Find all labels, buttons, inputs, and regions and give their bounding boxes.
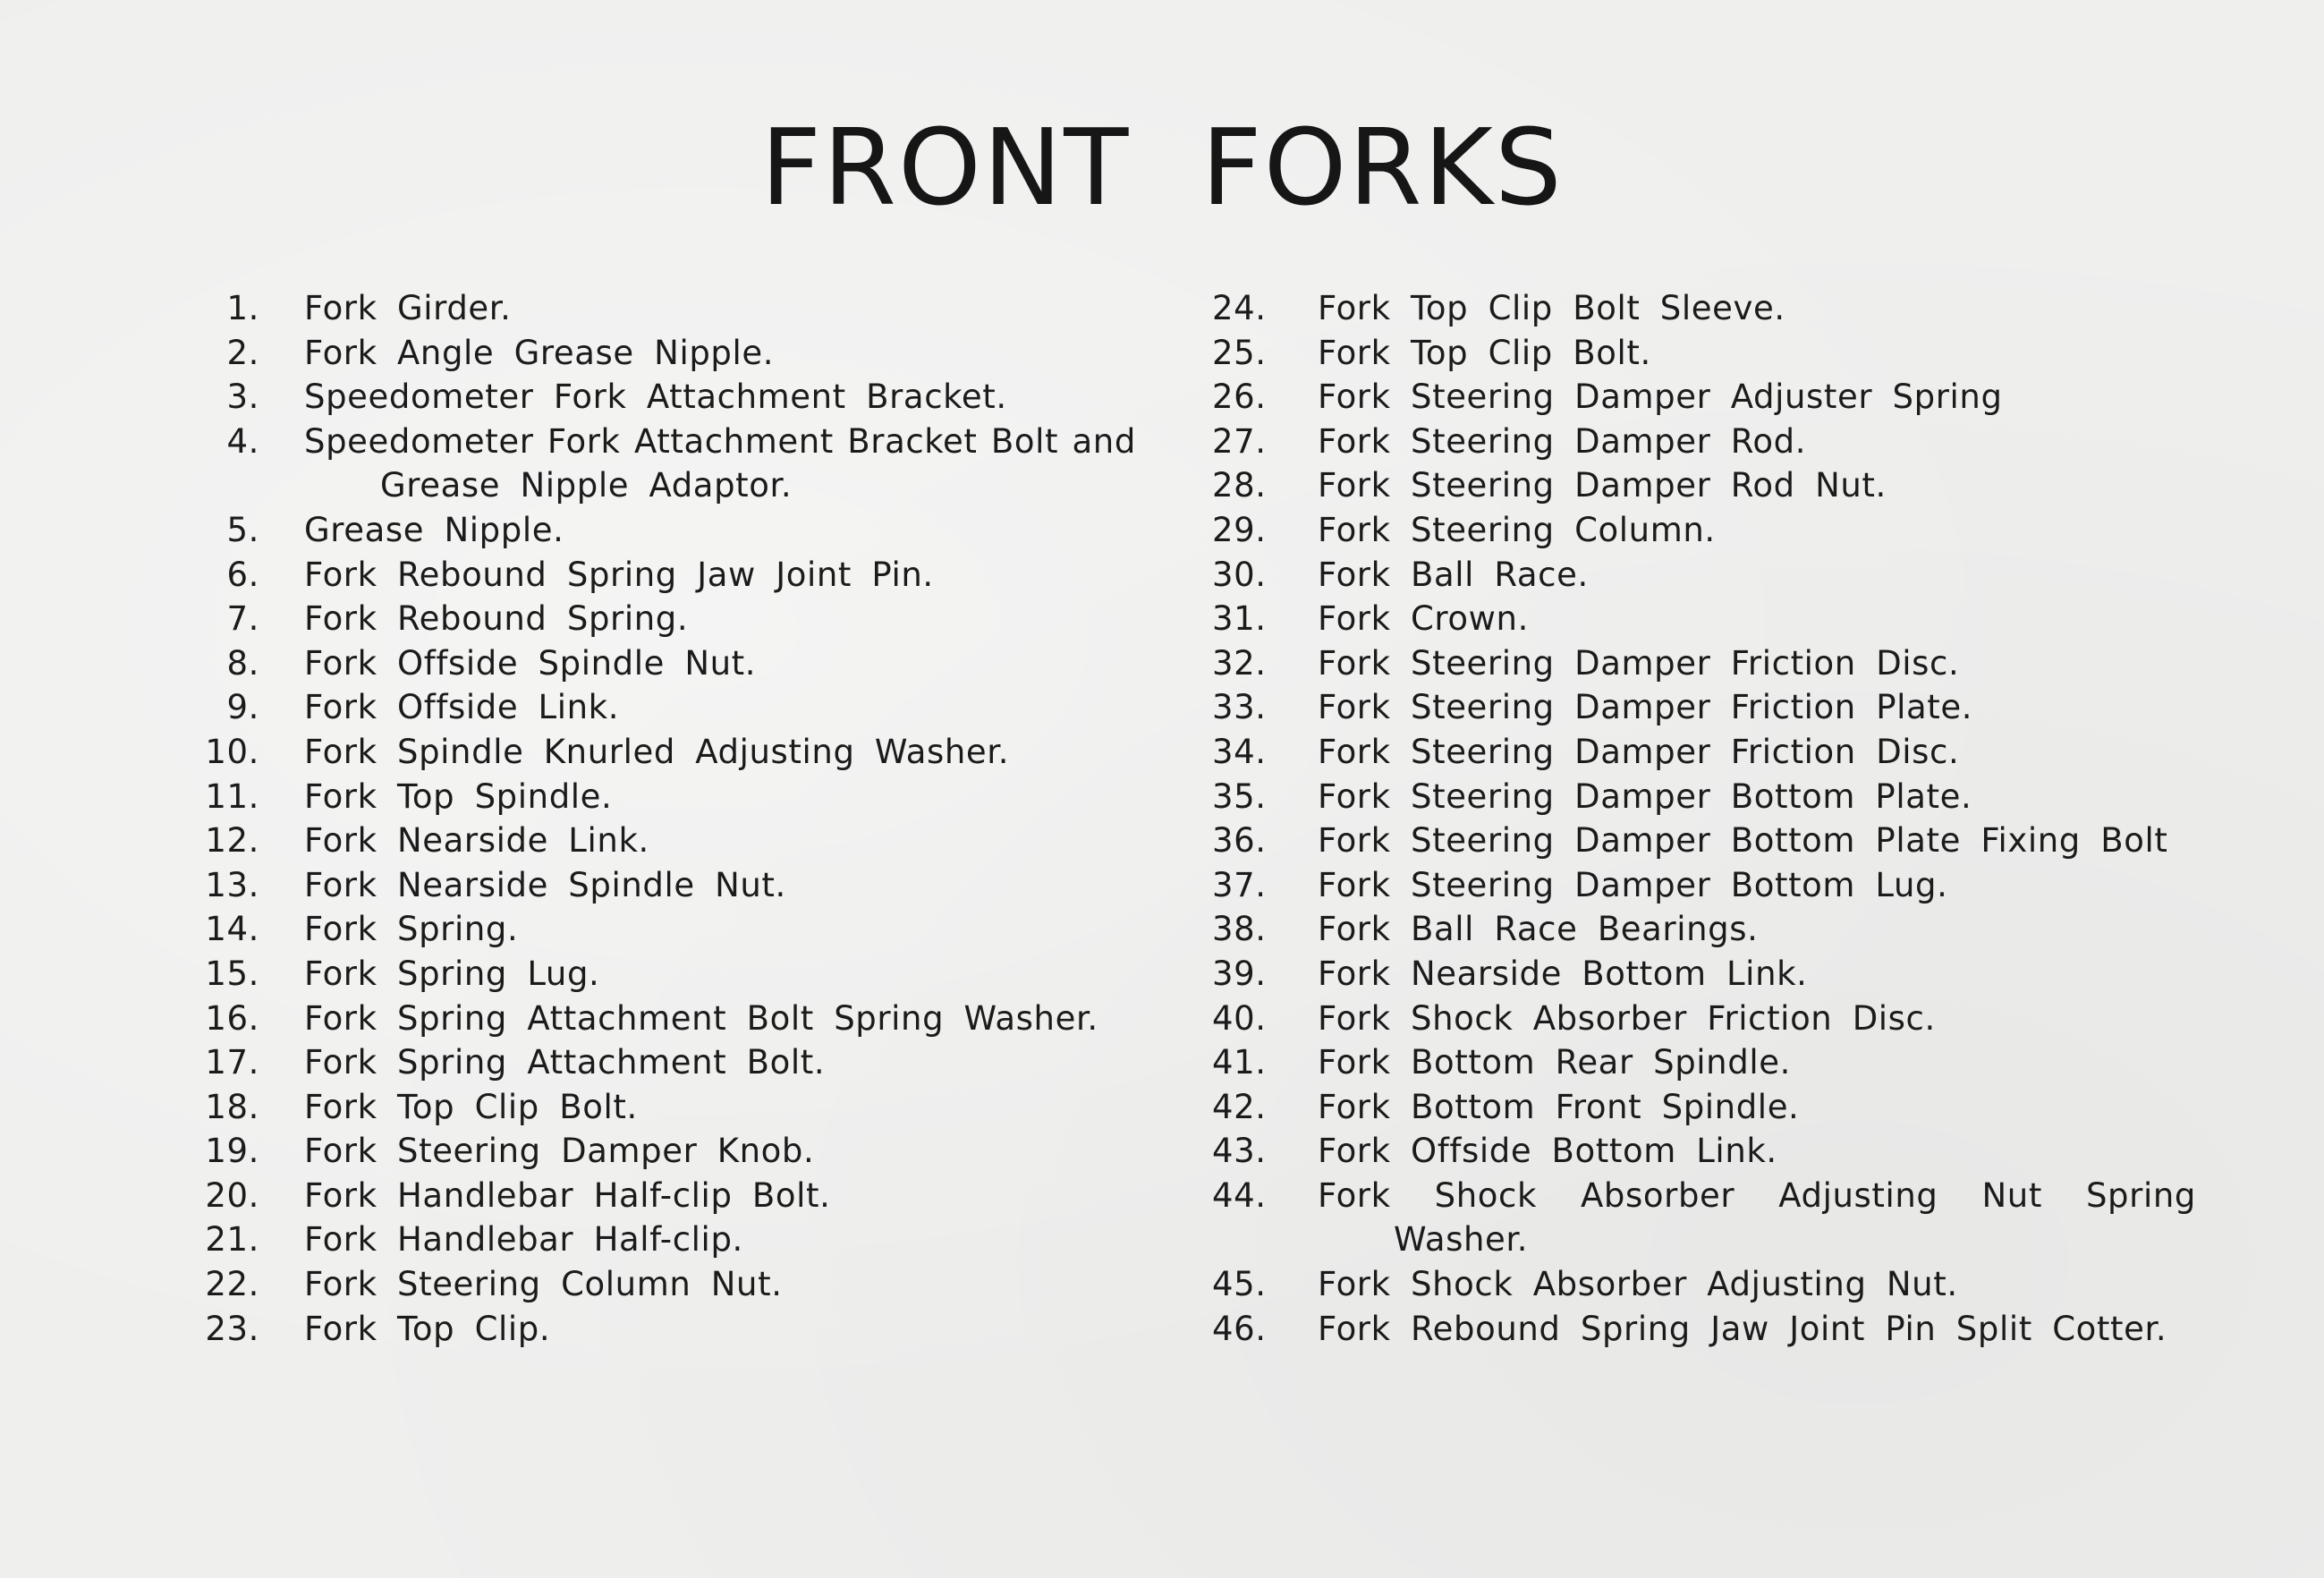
item-number: 35.	[1212, 776, 1267, 816]
item-text: Fork Steering Damper Knob.	[304, 1132, 815, 1171]
parts-list-right	[1212, 286, 2196, 1351]
item-number: 37.	[1212, 865, 1267, 904]
list-item	[152, 1040, 1136, 1085]
item-text	[304, 420, 1136, 464]
item-number: 40.	[1212, 998, 1267, 1038]
item-text: Fork Steering Damper Adjuster Spring	[1318, 378, 2003, 417]
list-item	[152, 375, 1136, 420]
item-text: Fork Handlebar Half-clip Bolt.	[304, 1175, 831, 1215]
list-item	[1212, 997, 2196, 1041]
item-number: 16.	[205, 998, 259, 1038]
list-item	[1212, 508, 2196, 553]
list-item	[152, 907, 1136, 952]
item-text: Fork Ball Race Bearings.	[1318, 910, 1759, 949]
item-text: Fork Ball Race.	[1318, 555, 1589, 594]
item-number: 19.	[205, 1132, 259, 1171]
item-text: Fork Top Spindle.	[304, 776, 613, 816]
list-item	[152, 1307, 1136, 1352]
item-number: 44.	[1212, 1175, 1267, 1215]
list-item	[152, 997, 1136, 1041]
item-number: 36.	[1212, 821, 1267, 861]
item-number: 27.	[1212, 421, 1267, 461]
item-text-block	[1318, 1174, 2196, 1262]
item-text: Grease Nipple.	[304, 510, 564, 549]
item-number: 23.	[205, 1309, 259, 1348]
item-text: Fork Top Clip Bolt.	[1318, 333, 1651, 372]
item-number: 14.	[205, 910, 259, 949]
item-number: 6.	[226, 555, 259, 594]
item-number: 30.	[1212, 555, 1267, 594]
list-item	[152, 1174, 1136, 1218]
item-text: Speedometer Fork Attachment Bracket.	[304, 378, 1007, 417]
item-text: Fork Rebound Spring Jaw Joint Pin Split Cotter.	[1318, 1309, 2167, 1348]
item-text: Fork Offside Spindle Nut.	[304, 643, 757, 683]
list-item	[152, 553, 1136, 598]
parts-list-left	[152, 286, 1136, 1351]
item-text: Fork Bottom Front Spindle.	[1318, 1087, 1800, 1126]
list-item	[152, 1129, 1136, 1174]
item-text: Fork Rebound Spring.	[304, 599, 689, 639]
item-number: 32.	[1212, 643, 1267, 683]
item-number: 46.	[1212, 1309, 1267, 1348]
item-number: 3.	[226, 378, 259, 417]
item-number: 10.	[205, 732, 259, 771]
list-item	[1212, 420, 2196, 464]
list-item	[1212, 375, 2196, 420]
item-number: 31.	[1212, 599, 1267, 639]
item-number: 28.	[1212, 466, 1267, 505]
item-number: 5.	[226, 510, 259, 549]
item-number: 11.	[205, 776, 259, 816]
item-text	[1318, 1174, 2196, 1218]
item-text: Fork Steering Column.	[1318, 510, 1716, 549]
item-text-continuation: Washer.	[1394, 1220, 1529, 1260]
list-item	[1212, 730, 2196, 775]
list-item	[152, 1262, 1136, 1307]
list-item	[1212, 597, 2196, 641]
word: Shock	[1434, 1175, 1537, 1215]
item-text: Fork Nearside Bottom Link.	[1318, 954, 1808, 993]
item-text: Fork Shock Absorber Friction Disc.	[1318, 998, 1936, 1038]
item-text: Fork Steering Damper Friction Disc.	[1318, 643, 1960, 683]
list-item	[152, 952, 1136, 997]
list-item	[1212, 641, 2196, 686]
list-item	[1212, 819, 2196, 863]
item-text: Fork Steering Column Nut.	[304, 1265, 783, 1304]
list-item	[1212, 331, 2196, 376]
item-number: 21.	[205, 1220, 259, 1260]
item-number: 34.	[1212, 732, 1267, 771]
list-item	[1212, 553, 2196, 598]
item-text: Fork Spring Lug.	[304, 954, 600, 993]
item-text: Fork Rebound Spring Jaw Joint Pin.	[304, 555, 934, 594]
word: and	[1072, 421, 1136, 461]
list-item	[152, 730, 1136, 775]
item-number: 45.	[1212, 1265, 1267, 1304]
item-text-block	[304, 420, 1136, 508]
list-item	[152, 685, 1136, 730]
item-number: 12.	[205, 821, 259, 861]
list-item	[1212, 1174, 2196, 1262]
item-text: Fork Steering Damper Rod.	[1318, 421, 1807, 461]
list-item	[152, 775, 1136, 819]
item-text: Fork Girder.	[304, 289, 512, 327]
item-number: 38.	[1212, 910, 1267, 949]
item-text: Fork Spring Attachment Bolt.	[304, 1043, 826, 1082]
item-text: Fork Steering Damper Bottom Plate.	[1318, 776, 1972, 816]
list-item	[152, 331, 1136, 376]
item-text: Fork Top Clip.	[304, 1309, 551, 1348]
list-item	[152, 1085, 1136, 1130]
item-number: 4.	[226, 421, 259, 461]
item-text: Fork Steering Damper Bottom Lug.	[1318, 865, 1948, 904]
list-item	[152, 1217, 1136, 1262]
list-item	[1212, 907, 2196, 952]
word: Bracket	[847, 421, 978, 461]
item-text: Fork Steering Damper Bottom Plate Fixing Bolt	[1318, 821, 2168, 861]
item-text-continuation: Grease Nipple Adaptor.	[380, 466, 793, 505]
list-item	[1212, 1040, 2196, 1085]
list-item	[152, 597, 1136, 641]
list-item	[1212, 1262, 2196, 1307]
item-number: 7.	[226, 599, 259, 639]
item-text: Fork Nearside Spindle Nut.	[304, 865, 786, 904]
item-text: Fork Steering Damper Friction Disc.	[1318, 732, 1960, 771]
item-text: Fork Spindle Knurled Adjusting Washer.	[304, 732, 1010, 771]
item-number: 41.	[1212, 1043, 1267, 1082]
item-number: 42.	[1212, 1087, 1267, 1126]
list-item	[1212, 863, 2196, 908]
page-title: FRONT FORKS	[760, 106, 1564, 229]
list-item	[1212, 775, 2196, 819]
list-item	[152, 641, 1136, 686]
word: Adjusting	[1778, 1175, 1938, 1215]
list-item	[152, 863, 1136, 908]
item-text: Fork Top Clip Bolt Sleeve.	[1318, 289, 1785, 327]
list-item	[1212, 952, 2196, 997]
item-number: 43.	[1212, 1132, 1267, 1171]
item-text: Fork Shock Absorber Adjusting Nut.	[1318, 1265, 1958, 1304]
item-text: Fork Nearside Link.	[304, 821, 649, 861]
item-number: 25.	[1212, 333, 1267, 372]
list-item	[1212, 685, 2196, 730]
item-number: 33.	[1212, 688, 1267, 727]
word: Absorber	[1581, 1175, 1735, 1215]
list-item	[1212, 1085, 2196, 1130]
word: Fork	[1318, 1175, 1391, 1215]
list-item	[1212, 463, 2196, 508]
item-text: Fork Bottom Rear Spindle.	[1318, 1043, 1791, 1082]
item-number: 15.	[205, 954, 259, 993]
word: Spring	[2085, 1175, 2196, 1215]
word: Fork	[547, 421, 621, 461]
list-item	[152, 819, 1136, 863]
item-text: Fork Spring Attachment Bolt Spring Washer.	[304, 998, 1098, 1038]
word: Nut	[1981, 1175, 2042, 1215]
item-text: Fork Offside Link.	[304, 688, 620, 727]
list-item	[152, 420, 1136, 508]
item-text: Fork Offside Bottom Link.	[1318, 1132, 1777, 1171]
list-item	[1212, 286, 2196, 331]
word: Bolt	[990, 421, 1059, 461]
word: Attachment	[633, 421, 834, 461]
item-number: 39.	[1212, 954, 1267, 993]
item-number: 13.	[205, 865, 259, 904]
item-number: 17.	[205, 1043, 259, 1082]
item-number: 24.	[1212, 289, 1267, 327]
item-text: Fork Steering Damper Rod Nut.	[1318, 466, 1887, 505]
item-number: 8.	[226, 643, 259, 683]
item-text: Fork Steering Damper Friction Plate.	[1318, 688, 1973, 727]
item-number: 1.	[226, 289, 259, 327]
item-number: 2.	[226, 333, 259, 372]
list-item	[152, 508, 1136, 553]
item-number: 22.	[205, 1265, 259, 1304]
item-text: Fork Top Clip Bolt.	[304, 1087, 638, 1126]
item-number: 18.	[205, 1087, 259, 1126]
item-number: 9.	[226, 688, 259, 727]
item-text: Fork Spring.	[304, 910, 519, 949]
item-text: Fork Handlebar Half-clip.	[304, 1220, 743, 1260]
word: Speedometer	[304, 421, 534, 461]
item-number: 26.	[1212, 378, 1267, 417]
list-item	[1212, 1129, 2196, 1174]
list-item	[1212, 1307, 2196, 1352]
list-item	[152, 286, 1136, 331]
item-number: 20.	[205, 1175, 259, 1215]
item-text: Fork Angle Grease Nipple.	[304, 333, 775, 372]
item-number: 29.	[1212, 510, 1267, 549]
item-text: Fork Crown.	[1318, 599, 1529, 639]
